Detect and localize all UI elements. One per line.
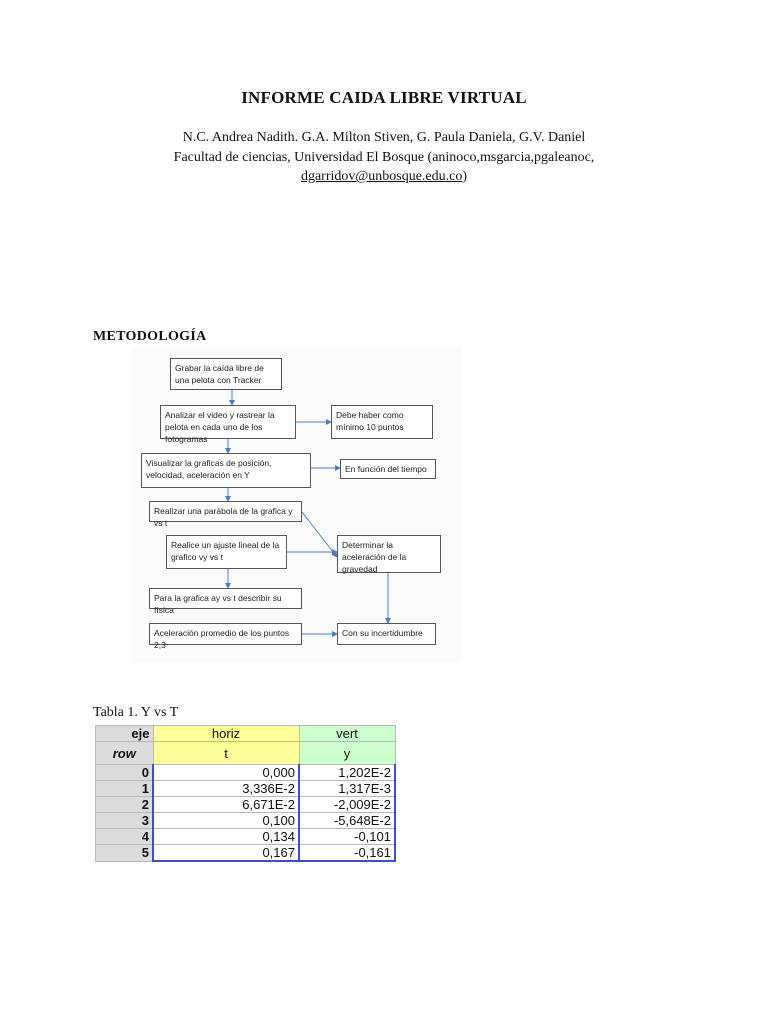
flow-box-11: Con su incertidumbre	[337, 623, 436, 645]
table-row	[96, 781, 396, 797]
table-row	[96, 797, 396, 813]
flow-box-5: En función del tiempo	[340, 459, 436, 479]
arrow-b6-b8	[302, 512, 337, 557]
table-row	[96, 845, 396, 862]
cell-t: 0,167	[153, 845, 299, 862]
row-index: 1	[96, 781, 154, 797]
email-link[interactable]: dgarridov@unbosque.edu.co	[300, 169, 463, 184]
table-row	[96, 813, 396, 829]
section-heading-metodologia: METODOLOGÍA	[93, 329, 207, 344]
authors-block	[0, 128, 768, 187]
flow-box-7: Realice un ajuste lineal de la grafico vy vs t	[166, 535, 287, 569]
table-subheader-row	[96, 742, 396, 765]
row-index: 2	[96, 797, 154, 813]
document-title: INFORME CAIDA LIBRE VIRTUAL	[241, 88, 527, 107]
data-table	[95, 725, 396, 862]
subheader-col-y: y	[299, 742, 395, 765]
cell-y: -0,161	[299, 845, 395, 862]
flow-box-1: Grabar la caída libre de una pelota con Tracker	[170, 358, 282, 390]
email-line	[0, 167, 768, 187]
methodology-flowchart	[132, 347, 462, 663]
subheader-row-label: row	[96, 742, 154, 765]
row-index: 0	[96, 765, 154, 781]
flow-box-6: Realizar una parábola de la grafica y vs t	[149, 501, 302, 522]
flow-box-9: Para la grafica ay vs t describir su física	[149, 588, 302, 609]
header-col-vert: vert	[299, 726, 395, 742]
email-suffix: )	[462, 169, 468, 184]
affiliation-line: Facultad de ciencias, Universidad El Bosque (aninoco,msgarcia,pgaleanoc,	[173, 149, 595, 165]
cell-t: 3,336E-2	[153, 781, 299, 797]
table-row	[96, 829, 396, 845]
flow-box-10: Aceleración promedio de los puntos 2,3	[149, 623, 302, 645]
cell-y: 1,317E-3	[299, 781, 395, 797]
table-row	[96, 765, 396, 781]
flow-box-4: Visualizar la graficas de posición, velocidad, aceleración en Y	[141, 453, 311, 488]
cell-t: 0,134	[153, 829, 299, 845]
cell-y: -2,009E-2	[299, 797, 395, 813]
cell-t: 6,671E-2	[153, 797, 299, 813]
subheader-col-t: t	[153, 742, 299, 765]
flow-box-3: Debe haber como mínimo 10 puntos	[331, 405, 433, 439]
row-index: 4	[96, 829, 154, 845]
cell-t: 0,100	[153, 813, 299, 829]
cell-y: -5,648E-2	[299, 813, 395, 829]
row-index: 3	[96, 813, 154, 829]
header-axis-label: eje	[96, 726, 154, 742]
row-index: 5	[96, 845, 154, 862]
authors-line: N.C. Andrea Nadith. G.A. Milton Stiven, G. Paula Daniela, G.V. Daniel	[182, 130, 586, 145]
cell-y: -0,101	[299, 829, 395, 845]
header-col-horiz: horiz	[153, 726, 299, 742]
cell-t: 0,000	[153, 765, 299, 781]
flow-box-2: Analizar el video y rastrear la pelota en cada uno de los fotogramas	[160, 405, 296, 439]
table-header-row	[96, 726, 396, 742]
flow-box-8: Determinar la aceleración de la gravedad	[337, 535, 441, 573]
cell-y: 1,202E-2	[299, 765, 395, 781]
table-caption: Tabla 1. Y vs T	[93, 705, 179, 720]
